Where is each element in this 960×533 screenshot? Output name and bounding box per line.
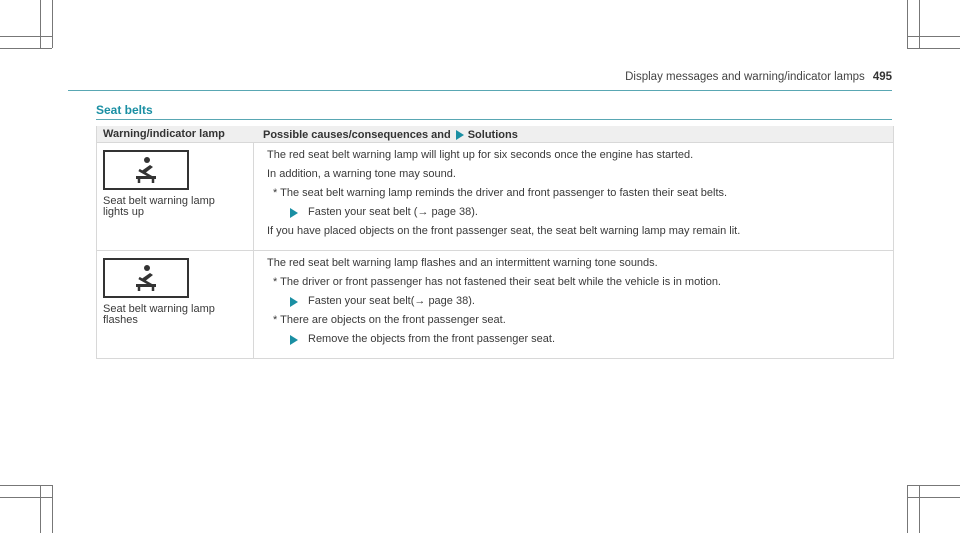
note-text: If you have placed objects on the front passenger seat, the seat belt warning lamp may remain lit. [267, 225, 741, 237]
header-rule [68, 90, 892, 91]
section-title: Seat belts [96, 103, 153, 117]
crop-mark [0, 485, 52, 486]
crop-mark [52, 0, 53, 48]
lamp-cell [97, 251, 253, 358]
column-header-solutions [253, 126, 893, 142]
solution-item [267, 333, 893, 346]
solution-item [267, 206, 893, 219]
running-header [625, 71, 892, 83]
table-row [97, 250, 893, 358]
solutions-cell [253, 251, 893, 358]
arrow-icon [290, 208, 298, 218]
solutions-cell [253, 143, 893, 250]
cause-text: The red seat belt warning lamp flashes and an intermittent warning tone sounds. [267, 257, 658, 269]
crop-mark [0, 36, 52, 37]
arrow-icon [290, 297, 298, 307]
crop-mark [907, 36, 960, 37]
crop-mark [907, 48, 960, 49]
crop-mark [0, 48, 52, 49]
cause-item: * The seat belt warning lamp reminds the driver and front passenger to fasten their seat belts. [273, 187, 728, 199]
table-header [97, 126, 893, 142]
cause-item: * There are objects on the front passenger seat. [273, 314, 506, 326]
cause-item: * The driver or front passenger has not fastened their seat belt while the vehicle is in motion. [273, 276, 721, 288]
solution-text: Remove the objects from the front passenger seat. [308, 333, 556, 345]
solution-text: Fasten your seat belt (→ page 38). [308, 206, 478, 218]
seat-belt-warning-icon [103, 150, 189, 190]
seat-belt-warning-icon [103, 258, 189, 298]
lamp-label: Seat belt warning lamp flashes [103, 303, 215, 326]
arrow-icon [290, 335, 298, 345]
column-header-solutions-label: Solutions [467, 129, 518, 141]
crop-mark [52, 485, 53, 533]
crop-mark [907, 485, 908, 533]
crop-mark [919, 0, 920, 48]
crop-mark [40, 485, 41, 533]
solution-text: Fasten your seat belt(→ page 38). [308, 295, 475, 307]
crop-mark [40, 0, 41, 48]
crop-mark [0, 497, 52, 498]
column-header-causes: Possible causes/consequences and [263, 129, 451, 141]
cause-text: The red seat belt warning lamp will light up for six seconds once the engine has started. [267, 149, 694, 161]
crop-mark [907, 485, 960, 486]
lamp-label: Seat belt warning lamp lights up [103, 195, 215, 218]
lamp-cell [97, 143, 253, 250]
running-header-text: Display messages and warning/indicator lamps [625, 71, 865, 83]
page-number: 495 [872, 71, 892, 83]
crop-mark [907, 0, 908, 48]
cause-text: In addition, a warning tone may sound. [267, 168, 456, 180]
column-header-lamp: Warning/indicator lamp [103, 128, 225, 140]
crop-mark [919, 485, 920, 533]
warning-lamp-table [96, 126, 894, 359]
table-row [97, 142, 893, 250]
crop-mark [907, 497, 960, 498]
arrow-icon [456, 130, 464, 140]
section-rule [96, 119, 892, 120]
solution-item [267, 295, 893, 308]
